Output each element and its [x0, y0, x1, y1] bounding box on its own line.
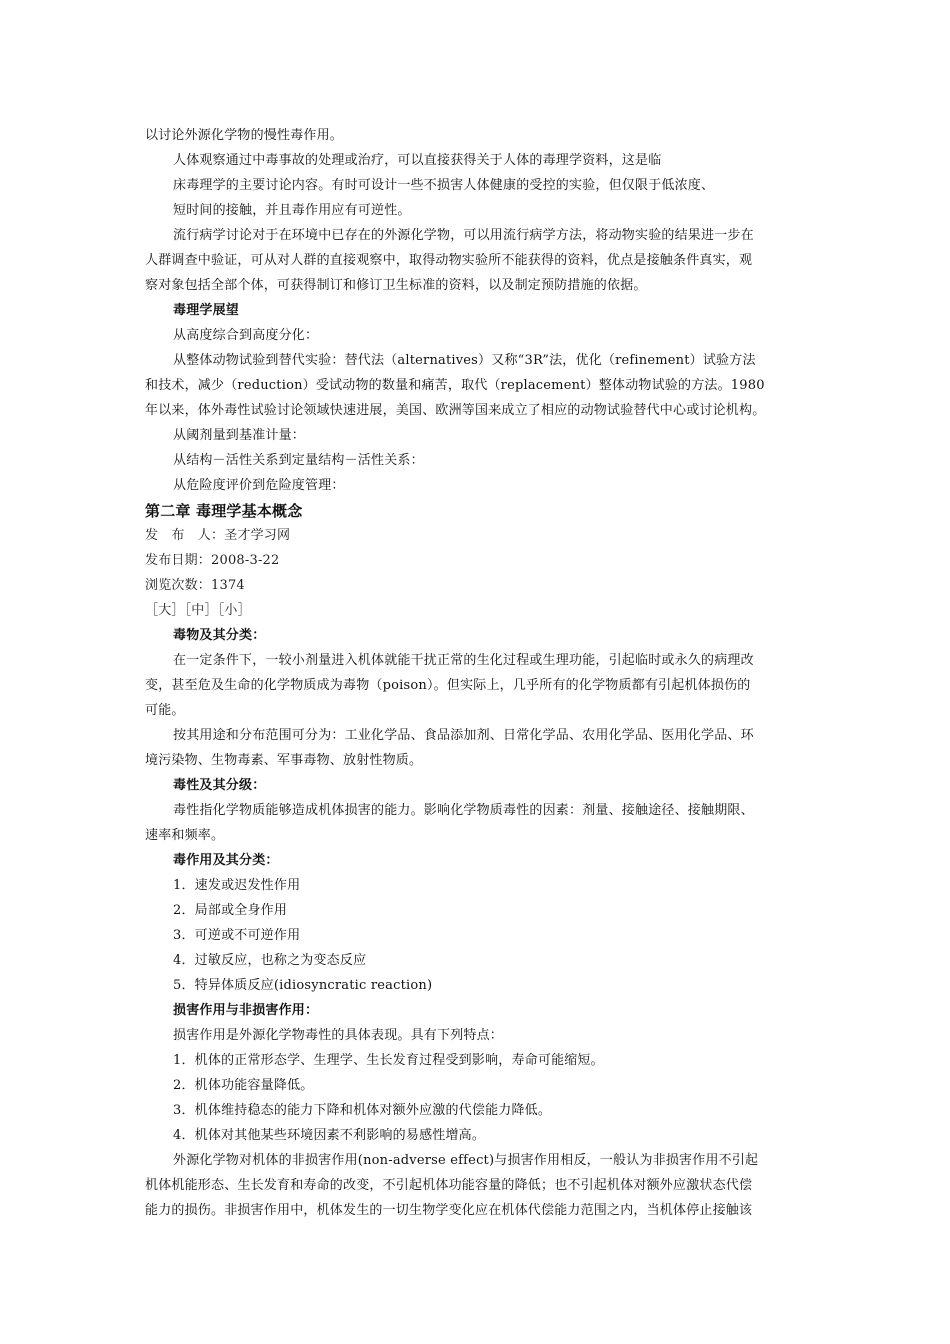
- text-line: 可能。: [145, 703, 185, 718]
- section-heading: 毒性及其分级：: [173, 778, 266, 793]
- text-line: 从结构－活性关系到定量结构－活性关系：: [173, 453, 424, 468]
- text-line: 年以来，体外毒性试验讨论领域快速进展，美国、欧洲等国来成立了相应的动物试验替代中心或讨论机构。: [145, 403, 766, 418]
- publisher-line: 发 布 人：圣才学习网: [145, 528, 291, 543]
- section-heading: 毒物及其分类：: [173, 628, 266, 643]
- text-line: 在一定条件下，一较小剂量进入机体就能干扰正常的生化过程或生理功能，引起临时或永久的病理改: [173, 653, 754, 668]
- text-line: 从危险度评价到危险度管理：: [173, 478, 345, 493]
- publish-date-line: 发布日期：2008-3-22: [145, 553, 280, 568]
- section-heading: 毒理学展望: [173, 303, 240, 318]
- text-line: 从阈剂量到基准计量：: [173, 428, 306, 443]
- section-heading: 损害作用与非损害作用：: [173, 1003, 319, 1018]
- list-item: 4．机体对其他某些环境因素不利影响的易感性增高。: [173, 1128, 486, 1143]
- text-line: 察对象包括全部个体，可获得制订和修订卫生标准的资料，以及制定预防措施的依据。: [145, 278, 647, 293]
- list-item: 2．局部或全身作用: [173, 903, 288, 918]
- text-line: 毒性指化学物质能够造成机体损害的能力。影响化学物质毒性的因素：剂量、接触途径、接触期限、: [173, 803, 754, 818]
- text-line: 床毒理学的主要讨论内容。有时可设计一些不损害人体健康的受控的实验，但仅限于低浓度、: [173, 178, 715, 193]
- font-size-switcher[interactable]: ［大］［中］［小］: [145, 603, 251, 618]
- chapter-title: 第二章 毒理学基本概念: [145, 502, 303, 520]
- text-line: 人体观察通过中毒事故的处理或治疗，可以直接获得关于人体的毒理学资料，这是临: [173, 153, 662, 168]
- list-item: 4．过敏反应，也称之为变态反应: [173, 953, 367, 968]
- text-line: 境污染物、生物毒素、军事毒物、放射性物质。: [145, 753, 423, 768]
- list-item: 5．特异体质反应(idiosyncratic reaction): [173, 978, 433, 993]
- text-line: 从整体动物试验到替代实验：替代法（alternatives）又称“3R”法，优化（refinement）试验方法: [173, 353, 756, 368]
- text-line: 外源化学物对机体的非损害作用(non-adverse effect)与损害作用相反，一般认为非损害作用不引起: [173, 1153, 759, 1168]
- text-line: 流行病学讨论对于在环境中已存在的外源化学物，可以用流行病学方法，将动物实验的结果进一步在: [173, 228, 754, 243]
- list-item: 2．机体功能容量降低。: [173, 1078, 314, 1093]
- text-line: 能力的损伤。非损害作用中，机体发生的一切生物学变化应在机体代偿能力范围之内，当机体停止接触该: [145, 1203, 753, 1218]
- text-line: 和技术，减少（reduction）受试动物的数量和痛苦，取代（replacement）整体动物试验的方法。1980: [145, 378, 765, 393]
- text-line: 以讨论外源化学物的慢性毒作用。: [145, 128, 344, 143]
- list-item: 3．机体维持稳态的能力下降和机体对额外应激的代偿能力降低。: [173, 1103, 552, 1118]
- text-line: 人群调查中验证，可从对人群的直接观察中，取得动物实验所不能获得的资料，优点是接触条件真实，观: [145, 253, 753, 268]
- list-item: 1．机体的正常形态学、生理学、生长发育过程受到影响，寿命可能缩短。: [173, 1053, 604, 1068]
- text-line: 速率和频率。: [145, 828, 225, 843]
- text-line: 损害作用是外源化学物毒性的具体表现。具有下列特点：: [173, 1028, 504, 1043]
- text-line: 短时间的接触，并且毒作用应有可逆性。: [173, 203, 411, 218]
- view-count-line: 浏览次数：1374: [145, 578, 245, 593]
- list-item: 3．可逆或不可逆作用: [173, 928, 301, 943]
- text-line: 变，甚至危及生命的化学物质成为毒物（poison）。但实际上，几乎所有的化学物质都有引起机体损伤的: [145, 678, 751, 693]
- text-line: 按其用途和分布范围可分为：工业化学品、食品添加剂、日常化学品、农用化学品、医用化学品、环: [173, 728, 754, 743]
- list-item: 1．速发或迟发性作用: [173, 878, 301, 893]
- text-line: 机体机能形态、生长发育和寿命的改变，不引起机体功能容量的降低；也不引起机体对额外应激状态代偿: [145, 1178, 753, 1193]
- text-line: 从高度综合到高度分化：: [173, 328, 319, 343]
- section-heading: 毒作用及其分类：: [173, 853, 279, 868]
